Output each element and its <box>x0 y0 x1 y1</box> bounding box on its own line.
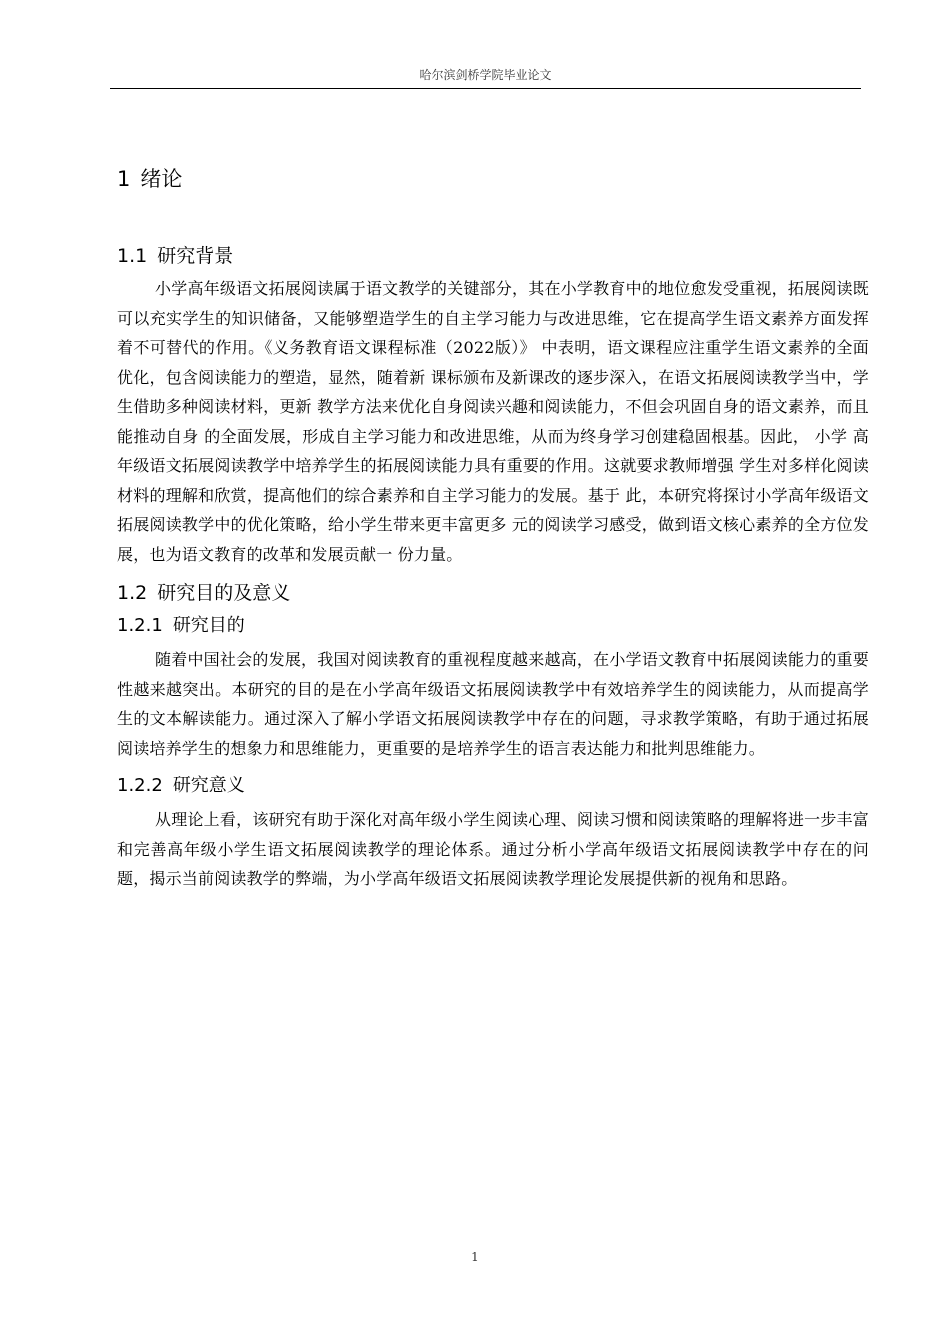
subsection-title: 研究意义 <box>172 775 245 796</box>
section-heading-1-2 <box>117 577 869 609</box>
section-heading-1-1 <box>117 240 869 272</box>
subsection-heading-1-2-2 <box>117 771 869 801</box>
paragraph-research-significance: 从理论上看，该研究有助于深化对高年级小学生阅读心理、阅读习惯和阅读策略的理解将进一步丰富和完善高年级小学生语文拓展阅读教学的理论体系。通过分析小学高年级语文拓展阅读教学中存在的问题，揭示当前阅读教学的弊端，为小学高年级语文拓展阅读教学理论发展提供新的视角和思路。 <box>117 810 869 888</box>
paragraph-research-purpose: 随着中国社会的发展，我国对阅读教育的重视程度越来越高，在小学语文教育中拓展阅读能力的重要性越来越突出。本研究的目的是在小学高年级语文拓展阅读教学中有效培养学生的阅读能力，从而提高学生的文本解读能力。通过深入了解小学语文拓展阅读教学中存在的问题，寻求教学策略，有助于通过拓展阅读培养学生的想象力和思维能力，更重要的是培养学生的语言表达能力和批判思维能力。 <box>117 650 869 758</box>
header-divider <box>110 88 861 89</box>
section-number: 1.2 <box>117 582 148 604</box>
page-number: 1 <box>471 1250 479 1264</box>
running-header: 哈尔滨剑桥学院毕业论文 <box>419 68 552 82</box>
section-title: 研究背景 <box>157 245 234 267</box>
section-title: 研究目的及意义 <box>157 582 291 604</box>
chapter-title: 绪论 <box>140 167 183 191</box>
subsection-heading-1-2-1 <box>117 611 869 641</box>
subsection-number: 1.2.1 <box>117 615 163 636</box>
page-content <box>117 160 869 900</box>
chapter-number: 1 <box>117 167 131 191</box>
subsection-title: 研究目的 <box>172 615 245 636</box>
paragraph-research-background: 小学高年级语文拓展阅读属于语文教学的关键部分，其在小学教育中的地位愈发受重视，拓展阅读既可以充实学生的知识储备，又能够塑造学生的自主学习能力与改进思维，它在提高学生语文素养方面发挥着不可替代的作用。《义务教育语文课程标准（2022版）》 中表明，语文课程应注重学生语文素养的全面优化，包含阅读能力的塑造，显然，随着新 课标颁布及新课改的逐步深入，在语文拓展阅读教学当中，学生借助多种阅读材料，更新 教学方法来优化自身阅读兴趣和阅读能力，不但会巩固自身的语文素养，而且能推动自身 的全面发展，形成自主学习能力和改进思维，从而为终身学习创建稳固根基。因此， 小学 高年级语文拓展阅读教学中培养学生的拓展阅读能力具有重要的作用。这就要求教师增强 学生对多样化阅读材料的理解和欣赏，提高他们的综合素养和自主学习能力的发展。基于 此，本研究将探讨小学高年级语文拓展阅读教学中的优化策略，给小学生带来更丰富更多 元的阅读学习感受，做到语文核心素养的全方位发展，也为语文教育的改革和发展贡献一 份力量。 <box>117 279 869 564</box>
chapter-heading <box>117 160 869 198</box>
section-number: 1.1 <box>117 245 148 267</box>
subsection-number: 1.2.2 <box>117 775 163 796</box>
